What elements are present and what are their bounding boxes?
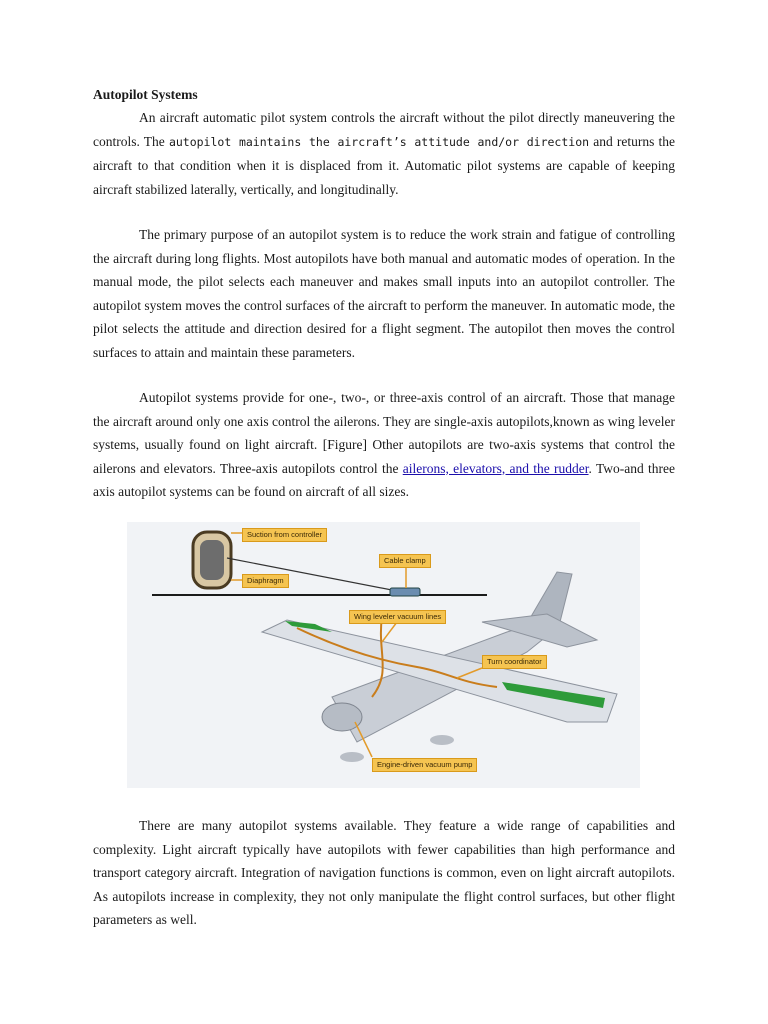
- label-turn-coordinator: Turn coordinator: [482, 655, 547, 669]
- label-vacuum-pump: Engine-driven vacuum pump: [372, 758, 477, 772]
- paragraph-2: The primary purpose of an autopilot system is to reduce the work strain and fatigue of controlling the aircraft during long flights. Most autopilots have both manual and automatic modes of operation. In the manual mode, the pilot selects each maneuver and makes small inputs into an autopilot controller. The autopilot system moves the control surfaces of the aircraft to perform the maneuver. In automatic mode, the pilot selects the attitude and direction desired for a flight segment. The autopilot then moves the control surfaces to attain and maintain these parameters.: [93, 227, 675, 360]
- paragraph-3: [93, 386, 675, 504]
- paragraph-1: [93, 106, 675, 201]
- label-vacuum-lines: Wing leveler vacuum lines: [349, 610, 446, 624]
- paragraph-1-text-b: autopilot maintains the aircraft’s attitude and/or direction: [168, 134, 590, 149]
- nose-wheel: [340, 752, 364, 762]
- paragraph-3-text-c: . Two-and three axis autopilot systems can be found on aircraft of all sizes.: [93, 460, 675, 499]
- label-suction: Suction from controller: [242, 528, 327, 542]
- leader-line-vacuum-lines: [382, 622, 397, 642]
- engine-cowling: [322, 703, 362, 731]
- label-cable-clamp: Cable clamp: [379, 554, 431, 568]
- paragraph-1-text-a: An aircraft automatic pilot system controls the aircraft without the pilot directly maneuvering the controls. The: [93, 110, 675, 149]
- page-title: Autopilot Systems: [93, 87, 198, 102]
- rudder-link[interactable]: ailerons, elevators, and the rudder: [402, 460, 589, 476]
- main-wheel: [430, 735, 454, 745]
- paragraph-4: There are many autopilot systems available. They feature a wide range of capabilities and complexity. Light aircraft typically have autopilots with fewer capabilities than high performance and transport category aircraft. Integration of navigation functions is common, even on light aircraft autopilots. As autopilots increase in complexity, they not only manipulate the flight control surfaces, but other flight parameters as well.: [93, 818, 675, 927]
- diaphragm-core: [200, 540, 224, 580]
- paragraph-3-text-a: Autopilot systems provide for one-, two-, or three-axis control of an aircraft. Those that manage the aircraft around only one axis control the ailerons. They are single-axis autopilots,known as wing leveler systems, usually found on light aircraft. [Figure] Other autopilots are two-axis systems that control the ailerons and elevators. Three-axis autopilots control the: [93, 390, 675, 476]
- autopilot-figure: [127, 522, 640, 788]
- label-diaphragm: Diaphragm: [242, 574, 289, 588]
- cable-clamp-block: [390, 588, 420, 596]
- paragraph-1-text-c: and returns the aircraft to that condition when it is displaced from it. Automatic pilot systems are capable of keeping aircraft stabilized laterally, vertically, and longitudinally.: [93, 133, 675, 197]
